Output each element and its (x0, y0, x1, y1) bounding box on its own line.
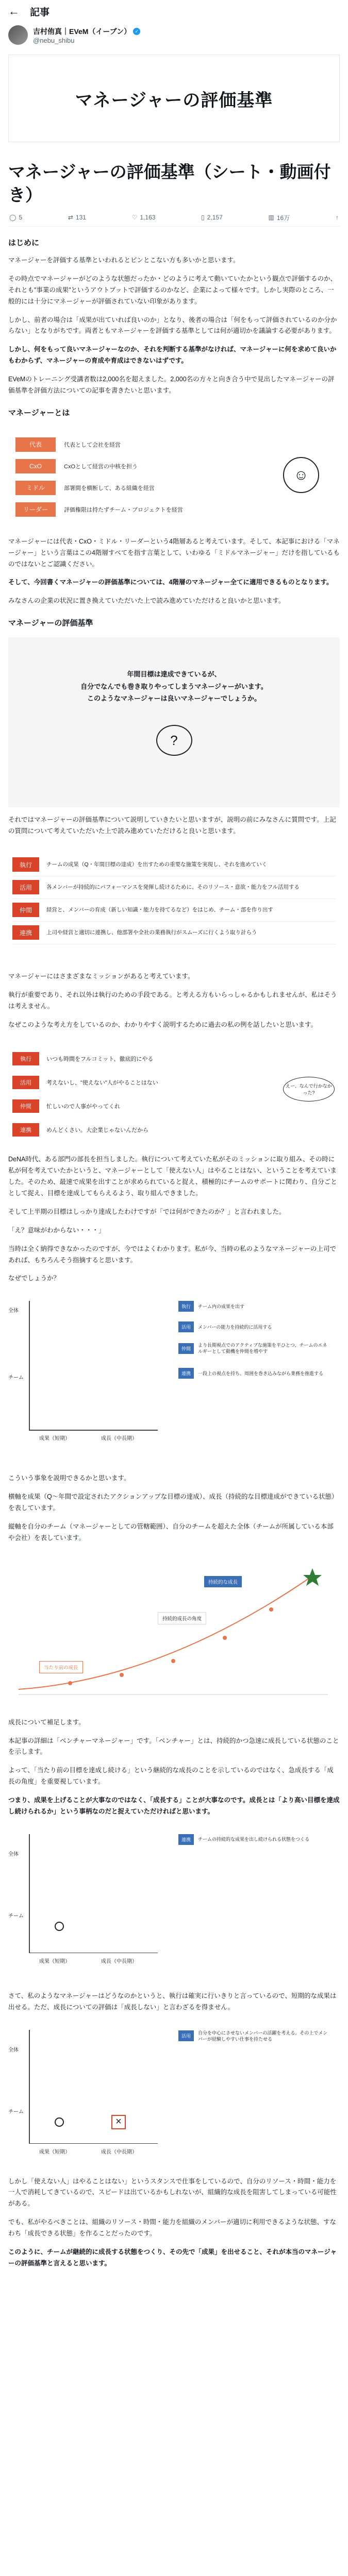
evaluation-row (12, 876, 336, 899)
legend-item (178, 1321, 328, 1332)
paragraph: さて、私のようなマネージャーはどうなのかというと、執行は確実に行いきりと言っているので、短期的な成果は出せる。ただ、成長についての評価は「成長しない」と言わざるを得ません。 (8, 1992, 337, 2011)
paragraph: 横軸を成果（Q～年間で設定されたアクションアップな目標の達成）、成長（持続的な目標達成ができている状態）を表しています。 (8, 1493, 338, 1512)
legend-tag: 仲間 (178, 1343, 194, 1354)
view-count: 16万 (276, 214, 290, 222)
x-axis (29, 1953, 158, 1954)
paragraph: しかし「使えない人」はやることはない」というスタンスで仕事をしているので、自分のリソース・時間・能力を一人で消耗してきているので、スピードは出ているかもしれないが、組織的な成長を阻害してしまっている可能性がある。 (8, 2177, 337, 2208)
paragraph: マネージャーを評価する基準といわれるとピンとこない方も多いかと思います。 (8, 257, 240, 264)
level-tag: ミドル (15, 481, 56, 495)
paragraph: 当時は全く納得できなかったのですが、今ではよくわかります。私が今、当時の私のようなマネージャーの上司であれば、もちろんそう指摘すると思います。 (8, 1245, 337, 1264)
level-desc: CxOとして経営の中核を担う (64, 463, 138, 470)
evaluation-row (12, 922, 336, 944)
closing-section-2 (0, 2176, 348, 2269)
bookmark-count: 2,157 (207, 214, 223, 222)
persona-desc: 忙しいので人事がやってくれ (46, 1104, 120, 1110)
paragraph-bold: このように、チームが継続的に成長する状態をつくり、その先で「成果」を出せること、それが本当のマネージャーの評価基準と言えると思います。 (8, 2248, 337, 2267)
matrix-circle (8, 1829, 340, 1984)
page-title: 記事 (30, 7, 50, 18)
paragraph: 成長について補足します。 (8, 1718, 85, 1726)
persona-tag: 執行 (12, 1052, 39, 1065)
paragraph: DeNA時代、ある部門の部長を担当しました。執行について考えていた私がそのミッションに取り組み、その時に私が何を考えていたかというと、マネージャーとして「使えない人」はやることはない、ということを考えていました。そのため、最速で成果を出すことが求められていると捉え、積極的にチームのサポートに関わり、自分ごととして捉え、目標を達成してもらえるよう、取り組んできました。 (8, 1156, 337, 1197)
legend-desc: 一段上の視点を持ち、周囲を巻き込みながら業務を推進する (198, 1370, 324, 1376)
share-icon: ↑ (335, 214, 339, 222)
matrix-cross (8, 2025, 340, 2169)
legend-item (178, 1301, 328, 1312)
level-desc: 部署間を横断して、ある組織を経営 (64, 485, 155, 492)
article-title: マネージャーの評価基準（シート・動画付き） (8, 162, 331, 205)
avatar[interactable] (8, 25, 28, 45)
y-axis (29, 1834, 30, 1953)
reply-button[interactable] (9, 214, 22, 221)
evaluation-matrix (8, 1296, 340, 1466)
evaluation-desc: 各メンバーが持続的にパフォーマンスを発揮し続けるために、そのリソース・意欲・能力をフル活用する (46, 884, 300, 890)
closing-section (0, 1991, 348, 2013)
growth-curve-figure (8, 1555, 340, 1710)
level-tag: リーダー (15, 502, 56, 517)
paragraph: 執行が重要であり、それ以外は執行のための手段である。と考える方もいらっしゃるかもしれませんが、私はそうは考えません。 (8, 991, 337, 1010)
persona-desc: いつも時間をフルコミット、徹底的にやる (46, 1056, 154, 1063)
evaluation-row (12, 899, 336, 922)
manager-illustration-icon: ☺ (283, 457, 319, 493)
repost-count: 131 (75, 214, 86, 222)
paragraph: しかし、前者の場合は「成果が出ていれば良いのか」となり、後者の場合は「何をもって評価されているのか分からない」となりがちです。両者ともマネージャーを評価する基準としては何が適切かを議論する必要があります。 (8, 316, 337, 335)
question-line: 年間目標は達成できているが、 (127, 670, 221, 679)
thinking-person-icon: ? (156, 725, 192, 756)
heart-icon: ♡ (131, 214, 138, 222)
like-count: 1,163 (140, 214, 156, 222)
cover-image (8, 55, 340, 142)
persona-desc: 考えないし、"使えない"人がやることはない (46, 1080, 158, 1087)
x-axis (29, 1430, 158, 1431)
persona-row (12, 1120, 336, 1140)
paragraph-bold: つまり、成果を上げることが大事なのではなく、「成長する」ことが大事なのです。成長とは「より高い目標を達成し続けられるか」という事柄なのだと捉えていただければと思います。 (8, 1797, 340, 1815)
persona-figure (8, 1039, 340, 1147)
criteria-section-2 (0, 971, 348, 1031)
curve-label-peak: 持続的な成長 (204, 1576, 242, 1587)
paragraph: みなさんの企業の状況に置き換えていただいた上で読み進めていただけると良いかと思います。 (8, 597, 285, 605)
levels-figure (8, 426, 340, 529)
curve-explanation (0, 1717, 348, 1818)
persona-desc: めんどくさい。大企業じゃないんだから (46, 1127, 148, 1134)
x-label-left: 成果（短期） (39, 1958, 70, 1964)
growth-point (68, 1681, 72, 1685)
level-tag: 代表 (15, 437, 56, 452)
level-desc: 評価権限は持たずチーム・プロジェクトを経営 (64, 506, 183, 513)
paragraph: 縦軸を自分のチーム（マネージャーとしての管轄範囲）、自分のチームを超えた全体（チームが所属している本部や会社）を表しています。 (8, 1522, 334, 1541)
author-handle[interactable]: @nebu_shibu (33, 36, 75, 44)
legend-tag: 活用 (178, 1321, 194, 1332)
question-text (80, 668, 267, 704)
legend-item (178, 1834, 328, 1845)
y-label-mid: チーム (8, 1375, 24, 1381)
y-axis (29, 1301, 30, 1430)
circle-mark (55, 2117, 64, 2127)
persona-tag: 連携 (12, 1123, 39, 1137)
reply-icon: ◯ (9, 214, 16, 222)
legend-item (178, 1368, 328, 1379)
paragraph: マネージャーにはさまざまなミッションがあると考えています。 (8, 972, 194, 980)
curve-label-mid: 持続的成長の角度 (158, 1612, 206, 1624)
y-label-mid: チーム (8, 1913, 24, 1919)
verified-badge-icon: ✓ (133, 28, 140, 35)
views (269, 213, 290, 222)
paragraph-bold: そして、今回書くマネージャーの評価基準については、4階層のマネージャー全てに適用できるものとなります。 (8, 579, 333, 586)
level-tag: CxO (15, 459, 56, 473)
paragraph-bold: しかし、何をもって良いマネージャーなのか、それを判断する基準がなければ、マネージャーに何を求めて良いかもわからず、マネージャーの育成や育成はできないはずです。 (8, 346, 337, 365)
curve-label-low: 当たり前の成長 (39, 1661, 83, 1673)
views-icon: ▥ (268, 214, 274, 222)
x-label-left: 成果（短期） (39, 1436, 70, 1442)
level-row (15, 500, 340, 519)
legend-tag: 活用 (178, 2030, 194, 2041)
y-label-top: 全体 (8, 2047, 19, 2053)
persona-row (12, 1096, 336, 1116)
paragraph: 「え？意味がわからない・・・」 (8, 1226, 105, 1234)
evaluation-tag: 執行 (12, 857, 39, 872)
paragraph: EVeMのトレーニング受講者数は2,000名を超えました。2,000名の方々と向き合う中で見出したマネージャーの評価基準を評価方法についての記事を書きたいと思います。 (8, 376, 335, 394)
managers-section (0, 536, 348, 628)
question-line: このようなマネージャーは良いマネージャーでしょうか。 (87, 694, 261, 702)
speech-bubble: えー、なんで行かなかった? (283, 1077, 335, 1101)
cover-title: マネージャーの評価基準 (75, 90, 273, 110)
repost-button[interactable] (68, 214, 86, 221)
legend-desc: より長期視点でのアクティブな施策を平ひとつ、チームのエネルギーとして動機を仲間を増やす (198, 1343, 327, 1354)
growth-point (171, 1659, 175, 1663)
criteria-section (0, 815, 348, 837)
repost-icon: ⇄ (68, 214, 73, 222)
paragraph: それではマネージャーの評価基準について説明していきたいと思いますが、説明の前にみなさんに質問です。上記の質問について考えていただいた上で読み進めていただけると良いと思います。 (8, 816, 336, 835)
bookmark-button[interactable] (201, 214, 223, 221)
evaluation-row (12, 854, 336, 876)
evaluation-desc: チームの成果（Q・年間目標の達成）を出すための重要な施策を実現し、それを進めていく (46, 861, 268, 868)
x-label-right: 成長（中長期） (101, 1958, 137, 1964)
growth-point (269, 1607, 273, 1612)
y-axis (29, 2030, 30, 2143)
intro-section (0, 237, 348, 418)
paragraph: こういう事象を説明できるかと思います。 (8, 1475, 130, 1482)
matrix-explanation (0, 1473, 348, 1544)
paragraph: よって、「当たり前の目標を達成し続ける」という継続的な成長のことを示しているのではなく、急成長する「成長の角度」を重要視しています。 (8, 1767, 334, 1786)
legend-tag: 執行 (178, 1301, 194, 1312)
persona-row (12, 1049, 336, 1069)
evaluation-desc: 上司や経営と適切に連携し、他部署や全社の業務執行がスムーズに行くよう取り計らう (46, 929, 257, 936)
top-bar (0, 0, 348, 23)
circle-mark (55, 1922, 64, 1931)
question-line: 自分でなんでも巻き取りやってしまうマネージャーがいます。 (80, 682, 268, 690)
y-label-top: 全体 (8, 1308, 19, 1314)
paragraph: 本記事の詳細は「ベンチャーマネージャー」です。「ベンチャー」とは、持続的かつ急速に成長している状態のことを示します。 (8, 1737, 339, 1756)
legend-item (178, 1342, 328, 1354)
engagement-bar (0, 207, 348, 223)
paragraph: その時点でマネージャーがどのような状態だったか・どのように考えて動いていたかという観点で評価するのか、それとも"事業の成果"というアウトプットで評価するのかなど、企業によって様々です。しかし実際のところ、一般的には十分にマネージャーが評価されていない印象があります。 (8, 275, 337, 305)
section-heading: マネージャーの評価基準 (8, 619, 93, 628)
level-row (15, 435, 340, 454)
paragraph: なぜこのような考え方をしているのか、わかりやすく説明するために過去の私の例を話したいと思います。 (8, 1021, 318, 1028)
section-heading: はじめに (8, 239, 40, 248)
star-icon (303, 1568, 322, 1586)
story-section (0, 1154, 348, 1284)
legend-tag: 連携 (178, 1368, 194, 1379)
evaluation-tag: 活用 (12, 880, 39, 894)
legend-desc: 自分を中心にさせないメンバーの活躍を考える。その上でメンバーが経験しやすい仕事を持たせる (198, 2030, 328, 2042)
bookmark-icon: ▯ (201, 214, 205, 222)
reply-count: 5 (19, 214, 23, 222)
x-axis (29, 2143, 158, 2144)
y-label-mid: チーム (8, 2109, 24, 2115)
paragraph: でも、私がやるべきことは、組織のリソース・時間・能力を組織のメンバーが適切に利用できるような状態、すなわち「成長できる状態」を作ることだったのです。 (8, 2218, 337, 2238)
cross-mark: × (111, 2115, 126, 2129)
legend-desc: メンバーの能力を持続的に活用する (198, 1324, 272, 1330)
paragraph: マネージャーには代表・CxO・ミドル・リーダーという4階層あると考えています。そして、本記事における「マネージャー」という言葉はこの4階層すべてを指す言葉として、いわゆる「ミドルマネージャー」だけを指しているものではないとご認識ください。 (8, 537, 340, 568)
evaluation-tag: 連携 (12, 925, 39, 940)
legend-desc: チームの持続的な成果を出し続けられる状態をつくる (198, 1837, 310, 1842)
share-button[interactable] (336, 214, 339, 221)
persona-tag: 仲間 (12, 1099, 39, 1113)
section-heading: マネージャーとは (8, 408, 70, 417)
paragraph: なぜでしょうか？ (8, 1275, 60, 1282)
question-figure (8, 637, 340, 807)
x-label-right: 成長（中長期） (101, 2149, 137, 2155)
legend-item (178, 2030, 328, 2042)
divider (8, 226, 340, 227)
paragraph: そして上半期の目標はしっかり達成したわけですが「では何ができたのか？」と言われました。 (8, 1208, 286, 1215)
x-label-right: 成長（中長期） (101, 1436, 137, 1442)
legend-tag: 連携 (178, 1834, 194, 1845)
evaluation-desc: 経営と、メンバーの育成（新しい知識・能力を持てるなど）をはじめ、チーム・部を作り出す (46, 906, 273, 913)
like-button[interactable] (132, 214, 156, 221)
level-desc: 代表として会社を経営 (64, 442, 121, 448)
growth-point (120, 1673, 124, 1677)
persona-tag: 活用 (12, 1076, 39, 1089)
back-arrow-icon[interactable]: ← (8, 5, 20, 18)
y-label-top: 全体 (8, 1851, 19, 1857)
x-label-left: 成果（短期） (39, 2149, 70, 2155)
author-name[interactable]: 吉村侑真｜EVeM（イーブン） (33, 27, 131, 36)
evaluation-tag: 仲間 (12, 903, 39, 917)
author-row[interactable] (0, 23, 348, 47)
legend-desc: チーム内の成果を出す (198, 1303, 245, 1309)
evaluation-figure (8, 845, 340, 964)
growth-point (223, 1636, 227, 1640)
growth-curve-svg (8, 1555, 340, 1710)
